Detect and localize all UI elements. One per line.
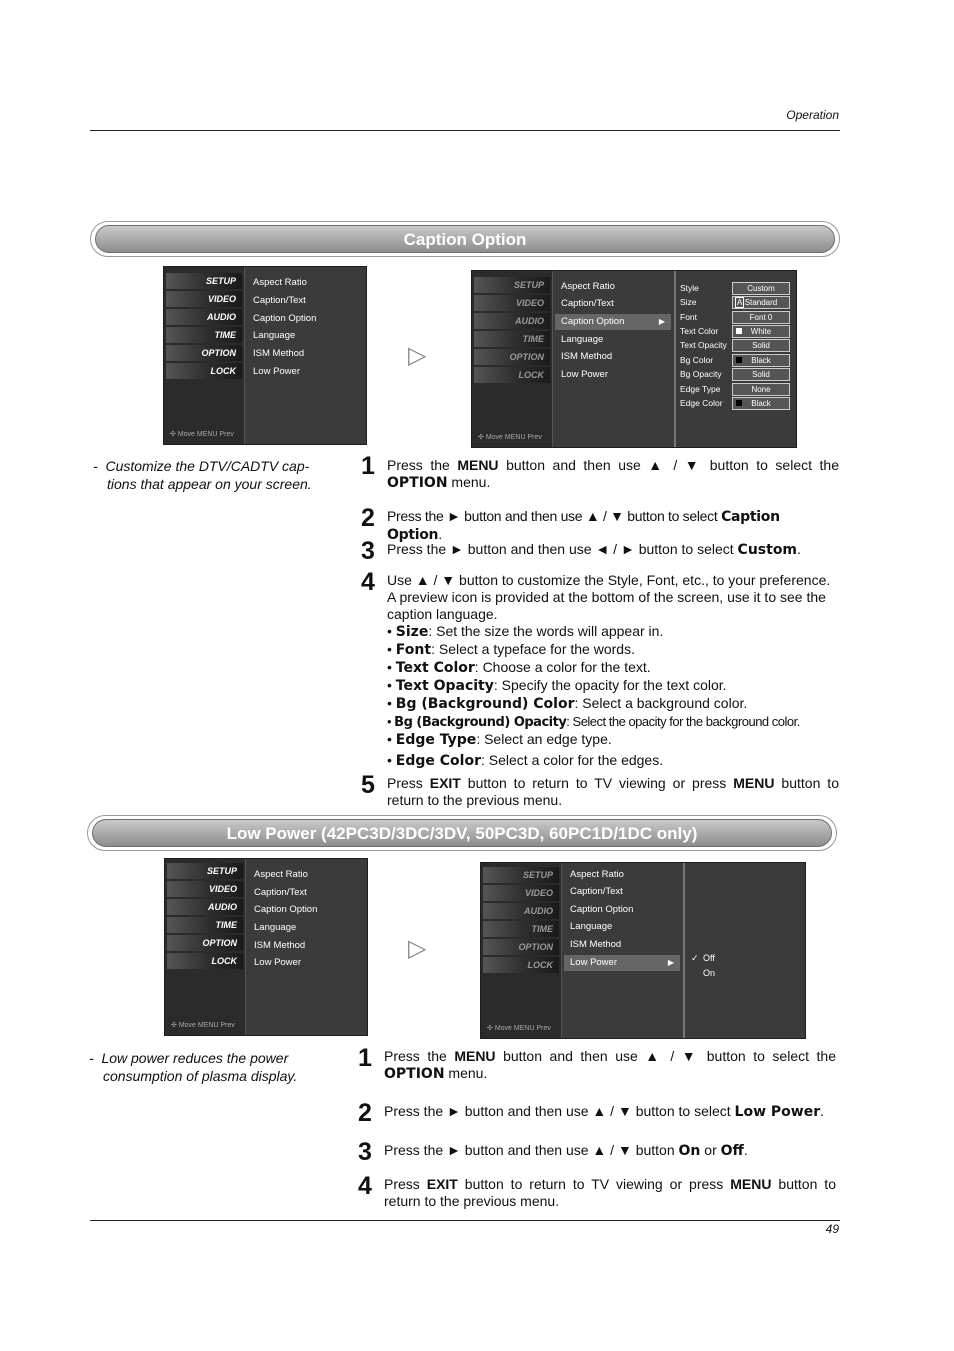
low-power-note: - Low power reduces the power consumption of plasma display. [89, 1050, 298, 1084]
tab-video: VIDEO [474, 295, 550, 311]
tab-time: TIME [167, 917, 243, 933]
tab-lock: LOCK [167, 953, 243, 969]
tab-time: TIME [166, 327, 242, 343]
item-aspect-ratio: Aspect Ratio [253, 277, 307, 288]
setting-edge-type-label: Edge Type [680, 384, 721, 394]
tab-setup: SETUP [166, 273, 242, 289]
header-rule [90, 130, 840, 131]
option-menu-screen-2 [164, 858, 368, 1036]
setting-font-label: Font [680, 312, 698, 322]
step-number: 4 [358, 1172, 372, 1200]
item-caption-text: Caption/Text [570, 886, 623, 897]
item-ism-method: ISM Method [561, 351, 613, 362]
setting-style-value: Custom [732, 282, 790, 295]
low-power-step-4: Press EXIT button to return to TV viewing or press MENU button to return to the previous menu. [384, 1176, 836, 1209]
item-aspect-ratio: Aspect Ratio [570, 869, 624, 880]
menu-tab-column [164, 267, 245, 444]
caption-step-5: Press EXIT button to return to TV viewing or press MENU button to return to the previous menu. [387, 775, 839, 808]
low-power-step-1: Press the MENU button and then use ▲ / ▼ button to select the OPTION menu. [384, 1048, 836, 1082]
item-caption-option: Caption Option [570, 904, 634, 915]
menu-footer: ✣ Move MENU Prev [478, 434, 542, 441]
tab-time: TIME [474, 331, 550, 347]
move-icon: ✣ [487, 1025, 493, 1032]
step-number: 1 [358, 1044, 372, 1072]
next-arrow-icon: ▷ [408, 342, 427, 369]
tab-setup: SETUP [483, 867, 559, 883]
step-number: 2 [361, 504, 375, 532]
setting-size-label: Size [680, 297, 697, 307]
item-language: Language [570, 921, 613, 932]
footer-rule [90, 1220, 840, 1221]
item-ism-method: ISM Method [570, 939, 622, 950]
bullet-font: • Font: Select a typeface for the words. [387, 641, 635, 658]
black-swatch-icon [736, 357, 742, 363]
caption-step-2: Press the ► button and then use ▲ / ▼ button to select Caption Option. [387, 508, 780, 543]
item-aspect-ratio: Aspect Ratio [254, 869, 308, 880]
menu-items [562, 863, 682, 1038]
low-power-step-2: Press the ► button and then use ▲ / ▼ button to select Low Power. [384, 1103, 824, 1120]
caption-step-4: Use ▲ / ▼ button to customize the Style, Font, etc., to your preference. A preview icon is provided at the bottom of the screen, use it to see the caption language. • Size: Set the size the words will appear in. • Font: Select a typeface for the words. • Text Color: Choose a color for the text. • Text Opacity: Specify the opacity for the text color. • Bg (Background) Color: Select a background color. • Bg (Background) Opacity: Select the opacity for the background color. • Edge Type: Select an edge type. • Edge Color: Select a color for the edges. [387, 572, 839, 770]
bullet-edge-color: • Edge Color: Select a color for the edges. [387, 752, 664, 769]
black-swatch-icon [736, 400, 742, 406]
tab-audio: AUDIO [483, 903, 559, 919]
section-header: Operation [786, 108, 839, 122]
caption-settings-panel [674, 271, 796, 447]
tab-lock: LOCK [474, 367, 550, 383]
check-icon: ✓ [691, 953, 699, 963]
low-power-banner [87, 815, 837, 851]
move-icon: ✣ [171, 1022, 177, 1029]
item-language: Language [561, 334, 604, 345]
menu-tab-column [481, 863, 562, 1038]
setting-text-opacity-value: Solid [732, 339, 790, 352]
move-icon: ✣ [478, 434, 484, 441]
tab-setup: SETUP [167, 863, 243, 879]
bullet-size: • Size: Set the size the words will appear in. [387, 623, 664, 640]
item-caption-option: Caption Option [253, 313, 317, 324]
setting-edge-color-label: Edge Color [680, 398, 723, 408]
step-number: 3 [361, 537, 375, 565]
menu-tab-column [165, 859, 246, 1035]
menu-items [246, 859, 366, 1035]
item-caption-option: Caption Option [254, 904, 318, 915]
caption-option-banner [90, 221, 840, 257]
setting-bg-opacity-label: Bg Opacity [680, 369, 722, 379]
tab-video: VIDEO [483, 885, 559, 901]
menu-footer: ✣ Move MENU Prev [170, 431, 234, 438]
step-number: 2 [358, 1099, 372, 1127]
option-menu-screen-1 [163, 266, 367, 445]
setting-size-value: A Standard [732, 296, 790, 309]
tab-audio: AUDIO [166, 309, 242, 325]
item-ism-method: ISM Method [253, 348, 305, 359]
caption-option-screen [471, 270, 797, 448]
setting-bg-opacity-value: Solid [732, 368, 790, 381]
setting-text-color-label: Text Color [680, 326, 719, 336]
tab-option: OPTION [474, 349, 550, 365]
tab-option: OPTION [167, 935, 243, 951]
tab-setup: SETUP [474, 277, 550, 293]
setting-bg-color-label: Bg Color [680, 355, 714, 365]
setting-edge-type-value: None [732, 383, 790, 396]
menu-footer: ✣ Move MENU Prev [171, 1022, 235, 1029]
item-language: Language [254, 922, 297, 933]
item-low-power: Low Power [561, 369, 608, 380]
bullet-bg-color: • Bg (Background) Color: Select a background color. [387, 695, 748, 712]
tab-option: OPTION [166, 345, 242, 361]
setting-text-opacity-label: Text Opacity [680, 340, 727, 350]
bullet-bg-opacity: • Bg (Background) Opacity: Select the opacity for the background color. [387, 714, 800, 730]
tab-video: VIDEO [167, 881, 243, 897]
page-number: 49 [825, 1222, 839, 1236]
item-language: Language [253, 330, 296, 341]
caption-option-note: - Customize the DTV/CADTV cap- tions that appear on your screen. [93, 458, 312, 492]
option-off: Off [703, 953, 715, 963]
move-icon: ✣ [170, 431, 176, 438]
menu-tab-column [472, 271, 553, 447]
setting-text-color-value: White [732, 325, 790, 338]
low-power-screen [480, 862, 806, 1039]
menu-items [553, 271, 673, 447]
tab-lock: LOCK [483, 957, 559, 973]
setting-font-value: Font 0 [732, 311, 790, 324]
step-number: 5 [361, 771, 375, 799]
bullet-text-color: • Text Color: Choose a color for the text. [387, 659, 651, 676]
step-number: 1 [361, 452, 375, 480]
option-on: On [703, 968, 716, 978]
caption-option-title: Caption Option [403, 230, 527, 249]
menu-footer: ✣ Move MENU Prev [487, 1025, 551, 1032]
tab-audio: AUDIO [167, 899, 243, 915]
bullet-edge-type: • Edge Type: Select an edge type. [387, 731, 612, 748]
caption-step-3: Press the ► button and then use ◄ / ► button to select Custom. [387, 541, 801, 558]
low-power-options-panel [683, 863, 805, 1038]
item-low-power-selected: Low Power ▶ [564, 955, 680, 971]
item-caption-option-selected: Caption Option ▶ [555, 314, 671, 330]
step-number: 3 [358, 1138, 372, 1166]
item-aspect-ratio: Aspect Ratio [561, 281, 615, 292]
item-ism-method: ISM Method [254, 940, 306, 951]
tab-lock: LOCK [166, 363, 242, 379]
next-arrow-icon: ▷ [408, 935, 427, 962]
tab-audio: AUDIO [474, 313, 550, 329]
item-caption-text: Caption/Text [254, 887, 307, 898]
caption-step-1: Press the MENU button and then use ▲ / ▼ button to select the OPTION menu. [387, 457, 839, 491]
play-arrow-icon: ▶ [667, 958, 674, 967]
step-number: 4 [361, 568, 375, 596]
item-low-power: Low Power [254, 957, 301, 968]
menu-items [245, 267, 365, 444]
low-power-step-3: Press the ► button and then use ▲ / ▼ button On or Off. [384, 1142, 748, 1159]
setting-edge-color-value: Black [732, 397, 790, 410]
item-caption-text: Caption/Text [253, 295, 306, 306]
item-low-power: Low Power [253, 366, 300, 377]
size-a-icon: A [737, 298, 743, 307]
tab-video: VIDEO [166, 291, 242, 307]
setting-style-label: Style [680, 283, 699, 293]
bullet-text-opacity: • Text Opacity: Specify the opacity for the text color. [387, 677, 727, 694]
tab-time: TIME [483, 921, 559, 937]
low-power-title: Low Power (42PC3D/3DC/3DV, 50PC3D, 60PC1D/1DC only) [226, 824, 698, 843]
item-caption-text: Caption/Text [561, 298, 614, 309]
play-arrow-icon: ▶ [658, 317, 665, 326]
white-swatch-icon [736, 328, 742, 334]
setting-bg-color-value: Black [732, 354, 790, 367]
tab-option: OPTION [483, 939, 559, 955]
